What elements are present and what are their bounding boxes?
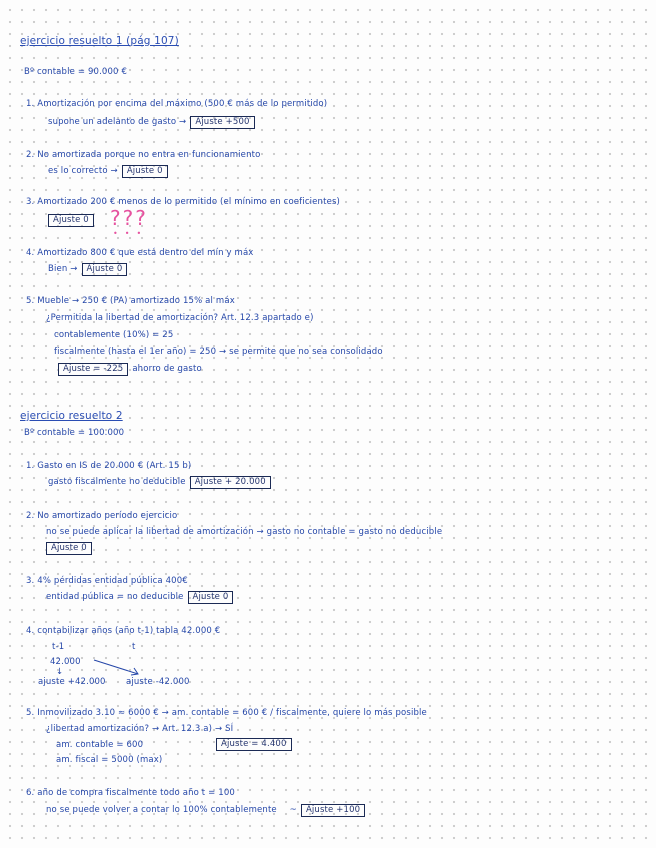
exercise-2-title: ejercicio resuelto 2 (20, 410, 123, 422)
ex1-item5-detail: Ajuste = -225 ahorro de gasto (54, 363, 202, 376)
ex1-item4-heading: 4. Amortizado 800 € que está dentro del mín y máx (26, 248, 254, 258)
ex1-item5-line1: ¿Permitida la libertad de amortización? Art. 12.3 apartado e) (46, 313, 314, 323)
ex2-item2-heading: 2. No amortizado período ejercicio (26, 511, 178, 521)
ex2-item6-heading: 6. año de compra fiscalmente todo año t = 100 (26, 788, 235, 798)
ex2-item1-adjustment-box: Ajuste + 20.000 (190, 476, 271, 489)
ex1-item5-heading: 5. Mueble → 250 € (PA) amortizado 15% al máx (26, 296, 235, 306)
ex2-item5-amort-fiscal: am. fiscal = 5000 (max) (56, 755, 163, 765)
ex1-item3-adjustment-box: Ajuste 0 (48, 214, 94, 227)
ex1-item2-adjustment-box: Ajuste 0 (122, 165, 168, 178)
ex2-item6-detail: no se puede volver a contar lo 100% contablemente ~ Ajuste +100 (46, 804, 369, 817)
ex2-item3-adjustment-box: Ajuste 0 (188, 591, 234, 604)
exercise-1-title: ejercicio resuelto 1 (pág 107) (20, 35, 179, 47)
ex2-item2-detail (42, 542, 96, 555)
ex2-item5-heading: 5. Inmovilizado 3.10 ≈ 6000 € → am. contable = 600 € / fiscalmente, quiere lo más posible (26, 708, 427, 718)
ex2-item4-adjust-a: ajuste +42.000 (38, 677, 106, 687)
exercise-1-profit: Bº contable = 90.000 € (24, 67, 128, 77)
ex2-item5-amort-contable: am. contable = 600 (56, 740, 144, 750)
ex1-item3-detail (44, 214, 98, 227)
pink-dots-decoration: ••• (113, 229, 149, 238)
ex1-item2-heading: 2. No amortizada porque no entra en funcionamiento (26, 150, 261, 160)
ex2-item5-detail (212, 738, 296, 751)
ex1-item4-adjustment-box: Ajuste 0 (82, 263, 128, 276)
ex2-item6-adjustment-box: Ajuste +100 (301, 804, 365, 817)
exercise-2-profit: Bº contable = 100.000 (24, 428, 125, 438)
ex2-item4-value: 42.000 (50, 657, 81, 667)
ex1-item2-detail: es lo correcto → Ajuste 0 (48, 165, 172, 178)
ex2-item4-adjust-b: ajuste -42.000 (126, 677, 190, 687)
ex1-item5-line3: fiscalmente (hasta el 1er año) = 250 → se permite que no sea consolidado (54, 347, 383, 357)
ex1-item1-detail: supone un adelanto de gasto → Ajuste +500 (48, 116, 259, 129)
ex2-item5-line1: ¿libertad amortización? → Art. 12.3 a) → SÍ (46, 724, 234, 734)
ex2-item5-adjustment-box: Ajuste = 4.400 (216, 738, 292, 751)
ex2-item2-adjustment-box: Ajuste 0 (46, 542, 92, 555)
pink-question-marks: ??? (110, 206, 148, 230)
ex1-item1-adjustment-box: Ajuste +500 (190, 116, 254, 129)
ex1-item5-line2: contablemente (10%) = 25 (54, 330, 174, 340)
ex2-item2-line1: no se puede aplicar la libertad de amortización → gasto no contable = gasto no deducible (46, 527, 443, 537)
ex2-item4-col-a: t-1 (52, 642, 65, 652)
ex2-item4-heading: 4. contabilizar años (año t-1) tabla 42.000 € (26, 626, 221, 636)
ex2-item3-detail: entidad pública = no deducible Ajuste 0 (46, 591, 237, 604)
ex2-item3-heading: 3. 4% pérdidas entidad pública 400€ (26, 576, 188, 586)
ex2-item1-heading: 1. Gasto en IS de 20.000 € (Art. 15 b) (26, 461, 192, 471)
ex1-item3-heading: 3. Amortizado 200 € menos de lo permitido (el mínimo en coeficientes) (26, 197, 340, 207)
ex1-item5-adjustment-box: Ajuste = -225 (58, 363, 128, 376)
ex1-item4-detail: Bien → Ajuste 0 (48, 263, 131, 276)
ex1-item1-heading: 1. Amortización por encima del máximo (500 € más de lo permitido) (26, 99, 328, 109)
tilde-mark: ~ (289, 805, 297, 815)
ex2-item4-col-b: t (132, 642, 136, 652)
ex2-item1-detail: gasto fiscalmente no deducible Ajuste + 20.000 (48, 476, 275, 489)
down-arrow-icon: ↓ (56, 667, 64, 677)
